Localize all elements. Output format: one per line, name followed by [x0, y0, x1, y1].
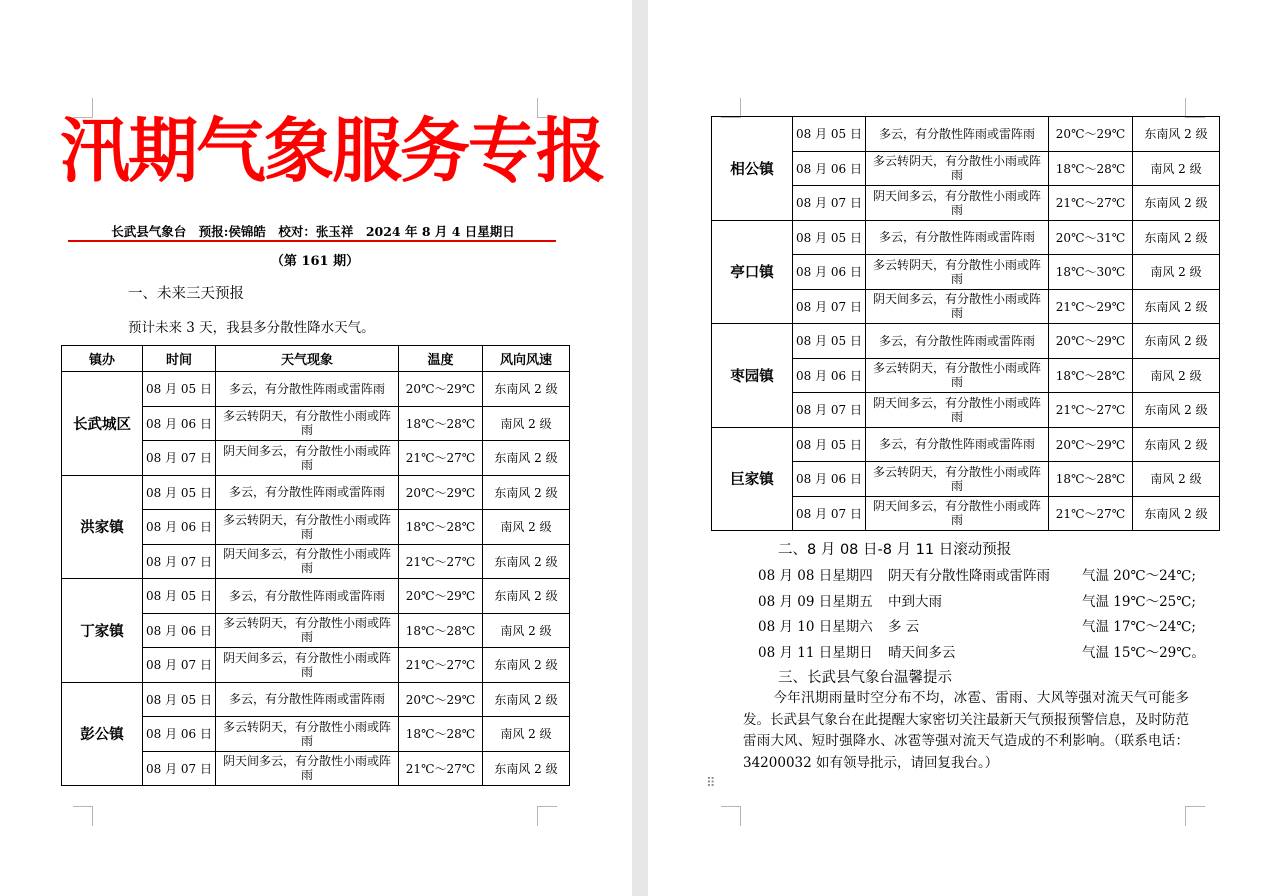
crop-mark — [721, 98, 741, 118]
date-cell: 08 月 07 日 — [793, 186, 866, 221]
temperature-cell: 21℃～27℃ — [399, 441, 483, 476]
wind-cell: 南风 2 级 — [483, 510, 570, 545]
rolling-date: 08 月 11 日星期日 — [758, 644, 873, 661]
wind-cell: 南风 2 级 — [1133, 151, 1220, 186]
town-name-cell: 亭口镇 — [712, 220, 793, 324]
weather-cell: 阴天间多云，有分散性小雨或阵雨 — [866, 496, 1049, 531]
date-cell: 08 月 05 日 — [793, 117, 866, 152]
town-name-cell: 彭公镇 — [62, 682, 143, 786]
rolling-temperature: 气温 15℃～29℃。 — [1082, 644, 1205, 661]
wind-cell: 南风 2 级 — [1133, 255, 1220, 290]
date-cell: 08 月 07 日 — [793, 289, 866, 324]
wind-cell: 东南风 2 级 — [483, 682, 570, 717]
weather-cell: 多云，有分散性阵雨或雷阵雨 — [866, 324, 1049, 359]
wind-cell: 东南风 2 级 — [1133, 186, 1220, 221]
rolling-forecast-item — [758, 590, 1198, 610]
date-cell: 08 月 06 日 — [143, 406, 216, 441]
rolling-temperature: 气温 19℃～25℃; — [1082, 593, 1196, 610]
weather-cell: 阴天间多云，有分散性小雨或阵雨 — [866, 289, 1049, 324]
date-cell: 08 月 05 日 — [793, 427, 866, 462]
town-name-cell: 枣园镇 — [712, 324, 793, 428]
weather-cell: 多云，有分散性阵雨或雷阵雨 — [866, 220, 1049, 255]
document-page-1 — [0, 0, 632, 896]
temperature-cell: 21℃～27℃ — [399, 751, 483, 786]
wind-cell: 东南风 2 级 — [1133, 393, 1220, 428]
rolling-date: 08 月 10 日星期六 — [758, 619, 873, 635]
red-divider — [68, 240, 556, 242]
rolling-temperature: 气温 20℃～24℃; — [1082, 568, 1196, 584]
date-cell: 08 月 07 日 — [793, 496, 866, 531]
wind-cell: 南风 2 级 — [1133, 462, 1220, 497]
header-wind: 风向风速 — [483, 346, 570, 372]
date-cell: 08 月 07 日 — [143, 544, 216, 579]
weather-cell: 多云，有分散性阵雨或雷阵雨 — [216, 475, 399, 510]
wind-cell: 东南风 2 级 — [483, 648, 570, 683]
forecast-table-part-1 — [61, 345, 570, 786]
date-cell: 08 月 07 日 — [143, 648, 216, 683]
rolling-date: 08 月 09 日星期五 — [758, 593, 873, 610]
weather-cell: 多云，有分散性阵雨或雷阵雨 — [216, 682, 399, 717]
wind-cell: 南风 2 级 — [1133, 358, 1220, 393]
weather-cell: 阴天间多云，有分散性小雨或阵雨 — [866, 393, 1049, 428]
temperature-cell: 21℃～27℃ — [399, 648, 483, 683]
date-cell: 08 月 07 日 — [143, 751, 216, 786]
temperature-cell: 18℃～28℃ — [1049, 151, 1133, 186]
weather-cell: 多云转阴天，有分散性小雨或阵雨 — [866, 462, 1049, 497]
table-row — [712, 117, 1220, 152]
temperature-cell: 20℃～29℃ — [1049, 117, 1133, 152]
forecast-table-part-2 — [711, 116, 1220, 531]
date-cell: 08 月 06 日 — [143, 613, 216, 648]
wind-cell: 东南风 2 级 — [483, 579, 570, 614]
temperature-cell: 21℃～27℃ — [1049, 496, 1133, 531]
weather-cell: 多云，有分散性阵雨或雷阵雨 — [866, 427, 1049, 462]
wind-cell: 东南风 2 级 — [483, 475, 570, 510]
wind-cell: 东南风 2 级 — [1133, 117, 1220, 152]
wind-cell: 东南风 2 级 — [483, 544, 570, 579]
temperature-cell: 20℃～29℃ — [399, 475, 483, 510]
rolling-forecast-item — [758, 564, 1198, 584]
weather-cell: 阴天间多云，有分散性小雨或阵雨 — [866, 186, 1049, 221]
date-cell: 08 月 07 日 — [793, 393, 866, 428]
header-town: 镇办 — [62, 346, 143, 372]
rolling-temperature: 气温 17℃～24℃; — [1082, 619, 1196, 635]
temperature-cell: 18℃～28℃ — [399, 406, 483, 441]
document-title: 汛期气象服务专报 — [60, 109, 604, 192]
date-cell: 08 月 06 日 — [793, 462, 866, 497]
weather-cell: 多云转阴天，有分散性小雨或阵雨 — [866, 358, 1049, 393]
date-cell: 08 月 05 日 — [793, 220, 866, 255]
rolling-weather: 阴天有分散性降雨或雷阵雨 — [888, 568, 1050, 584]
rolling-date: 08 月 08 日星期四 — [758, 568, 873, 584]
date-cell: 08 月 05 日 — [143, 372, 216, 407]
town-name-cell: 丁家镇 — [62, 579, 143, 683]
temperature-cell: 20℃～29℃ — [399, 372, 483, 407]
temperature-cell: 18℃～28℃ — [1049, 462, 1133, 497]
table-row — [62, 372, 570, 407]
temperature-cell: 18℃～30℃ — [1049, 255, 1133, 290]
date-cell: 08 月 05 日 — [143, 682, 216, 717]
weather-cell: 多云转阴天，有分散性小雨或阵雨 — [216, 717, 399, 752]
weather-cell: 阴天间多云，有分散性小雨或阵雨 — [216, 441, 399, 476]
temperature-cell: 21℃～29℃ — [1049, 289, 1133, 324]
weather-cell: 多云，有分散性阵雨或雷阵雨 — [866, 117, 1049, 152]
crop-mark — [721, 806, 741, 826]
warm-tip-text: 今年汛期雨量时空分布不均，冰雹、雷雨、大风等强对流天气可能多发。长武县气象台在此提醒大家密切关注最新天气预报预警信息，及时防范雷雨大风、短时强降水、冰雹等强对流天气造成的不利影响。（联系电话：34200032 如有领导批示，请回复我台。） — [743, 690, 1189, 771]
byline: 长武县气象台 预报:侯锦皓 校对：张玉祥 2024 年 8 月 4 日星期日 — [111, 224, 515, 239]
section-1-intro: 预计未来 3 天，我县多分散性降水天气。 — [128, 320, 375, 336]
date-cell: 08 月 05 日 — [143, 579, 216, 614]
weather-cell: 多云，有分散性阵雨或雷阵雨 — [216, 579, 399, 614]
wind-cell: 东南风 2 级 — [1133, 324, 1220, 359]
weather-cell: 阴天间多云，有分散性小雨或阵雨 — [216, 751, 399, 786]
wind-cell: 东南风 2 级 — [1133, 220, 1220, 255]
temperature-cell: 18℃～28℃ — [399, 717, 483, 752]
date-cell: 08 月 05 日 — [143, 475, 216, 510]
rolling-weather: 多 云 — [888, 619, 920, 635]
drag-handle-icon[interactable]: ⠿ — [706, 776, 714, 791]
temperature-cell: 21℃～27℃ — [399, 544, 483, 579]
rolling-weather: 中到大雨 — [888, 593, 942, 610]
table-row — [62, 475, 570, 510]
rolling-forecast-item — [758, 615, 1198, 635]
town-name-cell: 洪家镇 — [62, 475, 143, 579]
wind-cell: 东南风 2 级 — [483, 751, 570, 786]
table-row — [62, 579, 570, 614]
weather-cell: 多云转阴天，有分散性小雨或阵雨 — [866, 151, 1049, 186]
temperature-cell: 18℃～28℃ — [1049, 358, 1133, 393]
header-temp: 温度 — [399, 346, 483, 372]
crop-mark — [537, 806, 557, 826]
temperature-cell: 20℃～29℃ — [1049, 427, 1133, 462]
temperature-cell: 21℃～27℃ — [1049, 186, 1133, 221]
weather-cell: 阴天间多云，有分散性小雨或阵雨 — [216, 648, 399, 683]
section-2-heading: 二、8 月 08 日-8 月 11 日滚动预报 — [778, 542, 1012, 558]
wind-cell: 南风 2 级 — [483, 406, 570, 441]
rolling-weather: 晴天间多云 — [888, 644, 956, 661]
section-1-heading: 一、未来三天预报 — [128, 286, 244, 302]
header-time: 时间 — [143, 346, 216, 372]
weather-cell: 多云转阴天，有分散性小雨或阵雨 — [216, 510, 399, 545]
temperature-cell: 20℃～29℃ — [399, 579, 483, 614]
wind-cell: 东南风 2 级 — [1133, 496, 1220, 531]
header-weather: 天气现象 — [216, 346, 399, 372]
issue-number: （第 161 期） — [270, 254, 360, 269]
date-cell: 08 月 06 日 — [793, 255, 866, 290]
table-header-row — [62, 346, 570, 372]
temperature-cell: 18℃～28℃ — [399, 613, 483, 648]
wind-cell: 南风 2 级 — [483, 613, 570, 648]
temperature-cell: 20℃～29℃ — [399, 682, 483, 717]
town-name-cell: 相公镇 — [712, 117, 793, 221]
section-3-heading: 三、长武县气象台温馨提示 — [778, 670, 952, 686]
temperature-cell: 20℃～29℃ — [1049, 324, 1133, 359]
page-gap — [632, 0, 648, 896]
table-row — [712, 427, 1220, 462]
temperature-cell: 18℃～28℃ — [399, 510, 483, 545]
wind-cell: 东南风 2 级 — [1133, 427, 1220, 462]
crop-mark — [1185, 98, 1205, 118]
weather-cell: 阴天间多云，有分散性小雨或阵雨 — [216, 544, 399, 579]
warm-tip-paragraph — [743, 688, 1189, 774]
date-cell: 08 月 06 日 — [793, 358, 866, 393]
date-cell: 08 月 06 日 — [143, 510, 216, 545]
date-cell: 08 月 06 日 — [143, 717, 216, 752]
table-row — [712, 220, 1220, 255]
table-row — [62, 682, 570, 717]
date-cell: 08 月 06 日 — [793, 151, 866, 186]
crop-mark — [1185, 806, 1205, 826]
wind-cell: 东南风 2 级 — [483, 441, 570, 476]
table-row — [712, 324, 1220, 359]
date-cell: 08 月 07 日 — [143, 441, 216, 476]
wind-cell: 南风 2 级 — [483, 717, 570, 752]
town-name-cell: 巨家镇 — [712, 427, 793, 531]
weather-cell: 多云转阴天，有分散性小雨或阵雨 — [216, 613, 399, 648]
rolling-forecast-item — [758, 641, 1205, 661]
town-name-cell: 长武城区 — [62, 372, 143, 476]
temperature-cell: 21℃～27℃ — [1049, 393, 1133, 428]
date-cell: 08 月 05 日 — [793, 324, 866, 359]
weather-cell: 多云转阴天，有分散性小雨或阵雨 — [216, 406, 399, 441]
wind-cell: 东南风 2 级 — [1133, 289, 1220, 324]
crop-mark — [73, 806, 93, 826]
weather-cell: 多云，有分散性阵雨或雷阵雨 — [216, 372, 399, 407]
wind-cell: 东南风 2 级 — [483, 372, 570, 407]
weather-cell: 多云转阴天，有分散性小雨或阵雨 — [866, 255, 1049, 290]
temperature-cell: 20℃～31℃ — [1049, 220, 1133, 255]
